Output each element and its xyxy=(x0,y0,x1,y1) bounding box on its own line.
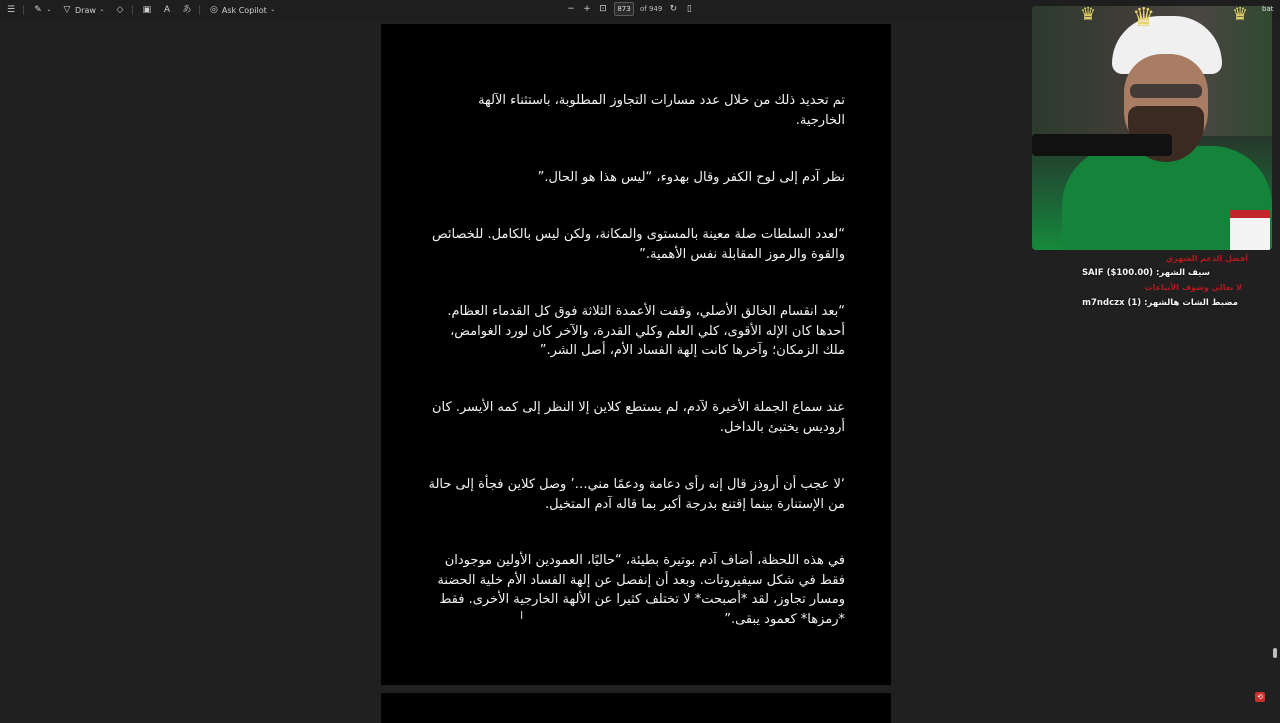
chevron-down-icon: ⌄ xyxy=(270,6,276,13)
page-number-input[interactable]: 873 xyxy=(614,2,634,16)
next-document-page xyxy=(381,693,891,723)
contents-button[interactable] xyxy=(2,2,20,18)
read-aloud-button[interactable] xyxy=(158,2,176,18)
eraser-icon: ◇ xyxy=(116,5,124,15)
document-paragraph: تم تحديد ذلك من خلال عدد مسارات التجاوز المطلوبة، باستثناء الآلهة الخارجية. xyxy=(478,93,845,128)
zoom-out-icon[interactable]: − xyxy=(567,4,575,14)
translate-icon: あ xyxy=(182,5,192,15)
toolbar-divider xyxy=(23,5,24,15)
chevron-down-icon: ⌄ xyxy=(46,6,52,13)
crown-icon: ♛ xyxy=(1232,6,1249,25)
webcam-logo-badge xyxy=(1230,210,1270,250)
ask-copilot-button[interactable] xyxy=(205,2,280,18)
document-paragraph: “لعدد السلطات صلة معينة بالمستوى والمكانة، ولكن ليس بالكامل. للخصائص والقوة والرموز المقابلة نفس الأهمية.” xyxy=(431,227,845,262)
text-box-button[interactable] xyxy=(138,2,156,18)
document-page xyxy=(381,24,891,685)
read-aloud-icon: A xyxy=(163,5,170,15)
rotate-icon[interactable]: ↻ xyxy=(669,4,678,14)
erase-button[interactable] xyxy=(111,2,129,18)
fit-page-icon[interactable]: ⊡ xyxy=(599,4,607,14)
highlight-button[interactable] xyxy=(29,2,56,18)
page-view-icon[interactable]: ▯ xyxy=(686,4,692,14)
webcam-microphone xyxy=(1032,134,1172,156)
toolbar-divider xyxy=(199,5,200,15)
overlay-red-line: لا تعالى وشوف الأتباعات xyxy=(1144,283,1242,292)
document-paragraph: “بعد انقسام الخالق الأصلي، وقفت الأعمدة الثلاثة فوق كل القدماء العظام. أحدها كان الإله الأقوى، كلي العلم وكلي القدرة، والآخر كان لورد الغوامض، ملك الزمكان؛ وآخرها كانت إلهة الفساد الأم، أصل الشر.” xyxy=(447,304,845,358)
overlay-top-chatter: مضبط الشات هالشهر: m7ndczx (1) xyxy=(1082,298,1238,308)
crown-icon: ♛ xyxy=(1080,6,1097,25)
draw-button[interactable] xyxy=(58,2,109,18)
page-total: of 949 xyxy=(640,5,663,13)
toolbar-divider xyxy=(132,5,133,15)
draw-label: Draw xyxy=(75,5,96,15)
draw-icon: ▽ xyxy=(63,5,71,15)
zoom-in-icon[interactable]: + xyxy=(583,4,591,14)
ask-copilot-label: Ask Copilot xyxy=(221,5,267,15)
highlighter-icon: ✎ xyxy=(34,5,42,15)
chevron-down-icon: ⌄ xyxy=(99,6,105,13)
overlay-corner-text: bat xyxy=(1262,5,1274,13)
webcam-overlay xyxy=(1032,6,1272,250)
overlay-red-line: أفضل الدعم الشهري xyxy=(1165,254,1248,263)
page-navigation xyxy=(566,2,694,16)
document-paragraph: عند سماع الجملة الأخيرة لآدم، لم يستطع كلاين إلا النظر إلى كمه الأيسر. كان أروديس يختبئ بالداخل. xyxy=(432,400,845,435)
textbox-icon: ▣ xyxy=(142,5,152,15)
document-paragraph: نظر آدم إلى لوح الكفر وقال بهدوء، “ليس هذا هو الحال.” xyxy=(537,170,845,185)
document-paragraph: ‘لا عجب أن أروذز قال إنه رأى دعامة ودعمًا مني…’ وصل كلاين فجأة إلى حالة من الإستنارة بينما إقتنع بدرجة أكبر بما قاله آدم المتخيل. xyxy=(428,477,845,512)
crown-icon: ♛ xyxy=(1132,6,1156,33)
copilot-icon: ◎ xyxy=(209,5,218,15)
document-paragraph: في هذه اللحظة، أضاف آدم بوتيرة بطيئة، “حاليًا، العمودين الأولين موجودان فقط في شكل سيفيروتات. وبعد أن إنفصل عن إلهة الفساد الأم خلية الحضنة ومسار تجاوز، لقد *أصبحت* لا تختلف كثيرا عن الألهة الخارجية الأخرى. فقط *رمزها* كعمود يبقى.” xyxy=(437,553,845,627)
webcam-glasses xyxy=(1130,84,1202,98)
text-cursor-icon: I xyxy=(520,609,524,622)
list-icon: ☰ xyxy=(6,5,16,15)
pdf-app-icon: ⟲ xyxy=(1255,692,1265,702)
vertical-scrollbar-thumb[interactable] xyxy=(1273,648,1277,658)
translate-button[interactable] xyxy=(178,2,196,18)
overlay-top-donor: سيف الشهر: SAIF ($100.00) xyxy=(1081,268,1210,278)
